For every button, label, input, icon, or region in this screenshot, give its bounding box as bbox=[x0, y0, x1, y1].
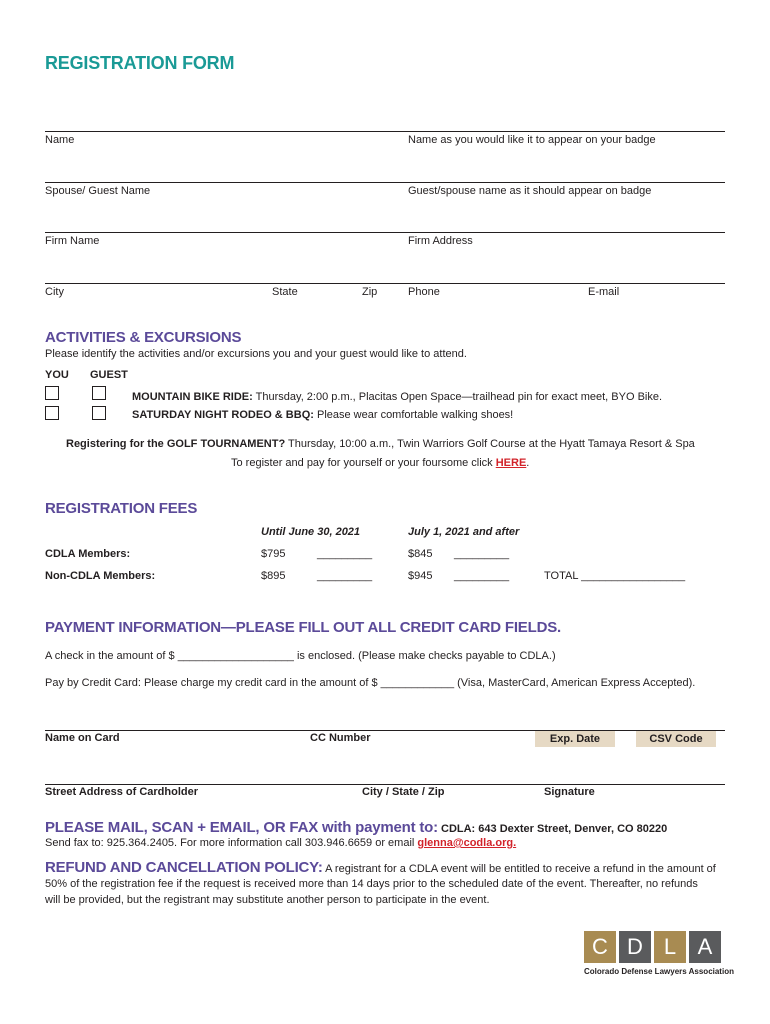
refund-text-3: will be provided, but the registrant may substitute another person to participate in the event. bbox=[45, 894, 490, 906]
fee-col-late: July 1, 2021 and after bbox=[408, 526, 520, 538]
zip-label: Zip bbox=[362, 286, 378, 298]
refund-text-2: 50% of the registration fee if the request is received more than 14 days prior to the scheduled date of the event. Thereafter, no refunds bbox=[45, 878, 698, 890]
golf-bold: Registering for the GOLF TOURNAMENT? bbox=[66, 438, 286, 450]
logo-letter-a: A bbox=[689, 931, 721, 963]
guest-badge-label: Guest/spouse name as it should appear on badge bbox=[408, 185, 652, 197]
fee-blank-late[interactable]: _________ bbox=[454, 548, 510, 560]
fee-col-early: Until June 30, 2021 bbox=[261, 526, 361, 538]
form-title: REGISTRATION FORM bbox=[45, 53, 235, 73]
activities-intro: Please identify the activities and/or excursions you and your guest would like to attend. bbox=[45, 348, 467, 360]
card-line[interactable] bbox=[45, 730, 725, 731]
mail-heading: PLEASE MAIL, SCAN + EMAIL, OR FAX with payment to: bbox=[45, 819, 438, 836]
fee-early: $795 bbox=[261, 548, 286, 560]
logo-letter-l: L bbox=[654, 931, 686, 963]
exp-date-label: Exp. Date bbox=[535, 731, 615, 747]
card-amount-line: Pay by Credit Card: Please charge my credit card in the amount of $ ____________ (Visa, MasterCard, American Express Accepted). bbox=[45, 677, 696, 689]
activity-rodeo-name: SATURDAY NIGHT RODEO & BBQ: bbox=[132, 409, 314, 421]
firm-line[interactable] bbox=[45, 232, 725, 233]
you-bike-checkbox[interactable] bbox=[45, 386, 59, 400]
phone-label: Phone bbox=[408, 286, 440, 298]
guest-label: GUEST bbox=[90, 369, 128, 381]
activity-rodeo-detail: Please wear comfortable walking shoes! bbox=[313, 409, 514, 421]
address-line[interactable] bbox=[45, 784, 725, 785]
check-line: A check in the amount of $ ___________________ is enclosed. (Please make checks payable to CDLA.) bbox=[45, 650, 556, 662]
logo-letter-d: D bbox=[619, 931, 651, 963]
logo-caption: Colorado Defense Lawyers Association bbox=[584, 967, 734, 976]
fax-line bbox=[45, 837, 516, 849]
total-field[interactable]: TOTAL _________________ bbox=[544, 570, 686, 582]
firm-address-label: Firm Address bbox=[408, 235, 473, 247]
fee-blank-late[interactable]: _________ bbox=[454, 570, 510, 582]
guest-rodeo-checkbox[interactable] bbox=[92, 406, 106, 420]
fee-early: $895 bbox=[261, 570, 286, 582]
refund-line-1 bbox=[45, 859, 716, 876]
fee-row-label: CDLA Members: bbox=[45, 548, 131, 560]
email-link[interactable]: glenna@codla.org. bbox=[417, 837, 517, 849]
activity-bike-name: MOUNTAIN BIKE RIDE: bbox=[132, 391, 253, 403]
payment-heading: PAYMENT INFORMATION—PLEASE FILL OUT ALL CREDIT CARD FIELDS. bbox=[45, 619, 561, 636]
signature-label: Signature bbox=[544, 786, 595, 798]
fees-heading: REGISTRATION FEES bbox=[45, 500, 198, 517]
refund-text-1: A registrant for a CDLA event will be entitled to receive a refund in the amount of bbox=[322, 863, 716, 875]
activity-bike-detail: Thursday, 2:00 p.m., Placitas Open Space—trailhead pin for exact meet, BYO Bike. bbox=[252, 391, 663, 403]
fee-late: $845 bbox=[408, 548, 433, 560]
golf-detail: Thursday, 10:00 a.m., Twin Warriors Golf Course at the Hyatt Tamaya Resort & Spa bbox=[285, 438, 695, 450]
cc-number-label: CC Number bbox=[310, 732, 371, 744]
city-label: City bbox=[45, 286, 64, 298]
guest-name-label: Spouse/ Guest Name bbox=[45, 185, 151, 197]
golf-here-link[interactable]: HERE bbox=[495, 457, 527, 469]
state-label: State bbox=[272, 286, 298, 298]
refund-heading: REFUND AND CANCELLATION POLICY: bbox=[45, 859, 323, 876]
golf-register-line bbox=[231, 457, 529, 469]
mail-address: CDLA: 643 Dexter Street, Denver, CO 80220 bbox=[437, 823, 668, 835]
mail-line bbox=[45, 819, 667, 836]
email-label: E-mail bbox=[588, 286, 620, 298]
you-rodeo-checkbox[interactable] bbox=[45, 406, 59, 420]
badge-name-label: Name as you would like it to appear on your badge bbox=[408, 134, 656, 146]
name-on-card-label: Name on Card bbox=[45, 732, 120, 744]
you-label: YOU bbox=[45, 369, 69, 381]
street-address-label: Street Address of Cardholder bbox=[45, 786, 199, 798]
golf-line bbox=[66, 438, 695, 450]
activity-rodeo bbox=[132, 409, 513, 421]
fee-row-label: Non-CDLA Members: bbox=[45, 570, 156, 582]
activity-bike bbox=[132, 391, 662, 403]
csv-code-label: CSV Code bbox=[636, 731, 716, 747]
name-label: Name bbox=[45, 134, 75, 146]
guest-bike-checkbox[interactable] bbox=[92, 386, 106, 400]
firm-name-label: Firm Name bbox=[45, 235, 100, 247]
guest-name-line[interactable] bbox=[45, 182, 725, 183]
logo-letter-c: C bbox=[584, 931, 616, 963]
name-line[interactable] bbox=[45, 131, 725, 132]
fee-blank-early[interactable]: _________ bbox=[317, 548, 373, 560]
golf-register-end: . bbox=[526, 457, 530, 469]
city-state-zip-label: City / State / Zip bbox=[362, 786, 445, 798]
fee-late: $945 bbox=[408, 570, 433, 582]
golf-register-text: To register and pay for yourself or your foursome click bbox=[231, 457, 496, 469]
activities-heading: ACTIVITIES & EXCURSIONS bbox=[45, 329, 242, 346]
city-line[interactable] bbox=[45, 283, 725, 284]
fee-blank-early[interactable]: _________ bbox=[317, 570, 373, 582]
fax-text: Send fax to: 925.364.2405. For more information call 303.946.6659 or email bbox=[45, 837, 418, 849]
